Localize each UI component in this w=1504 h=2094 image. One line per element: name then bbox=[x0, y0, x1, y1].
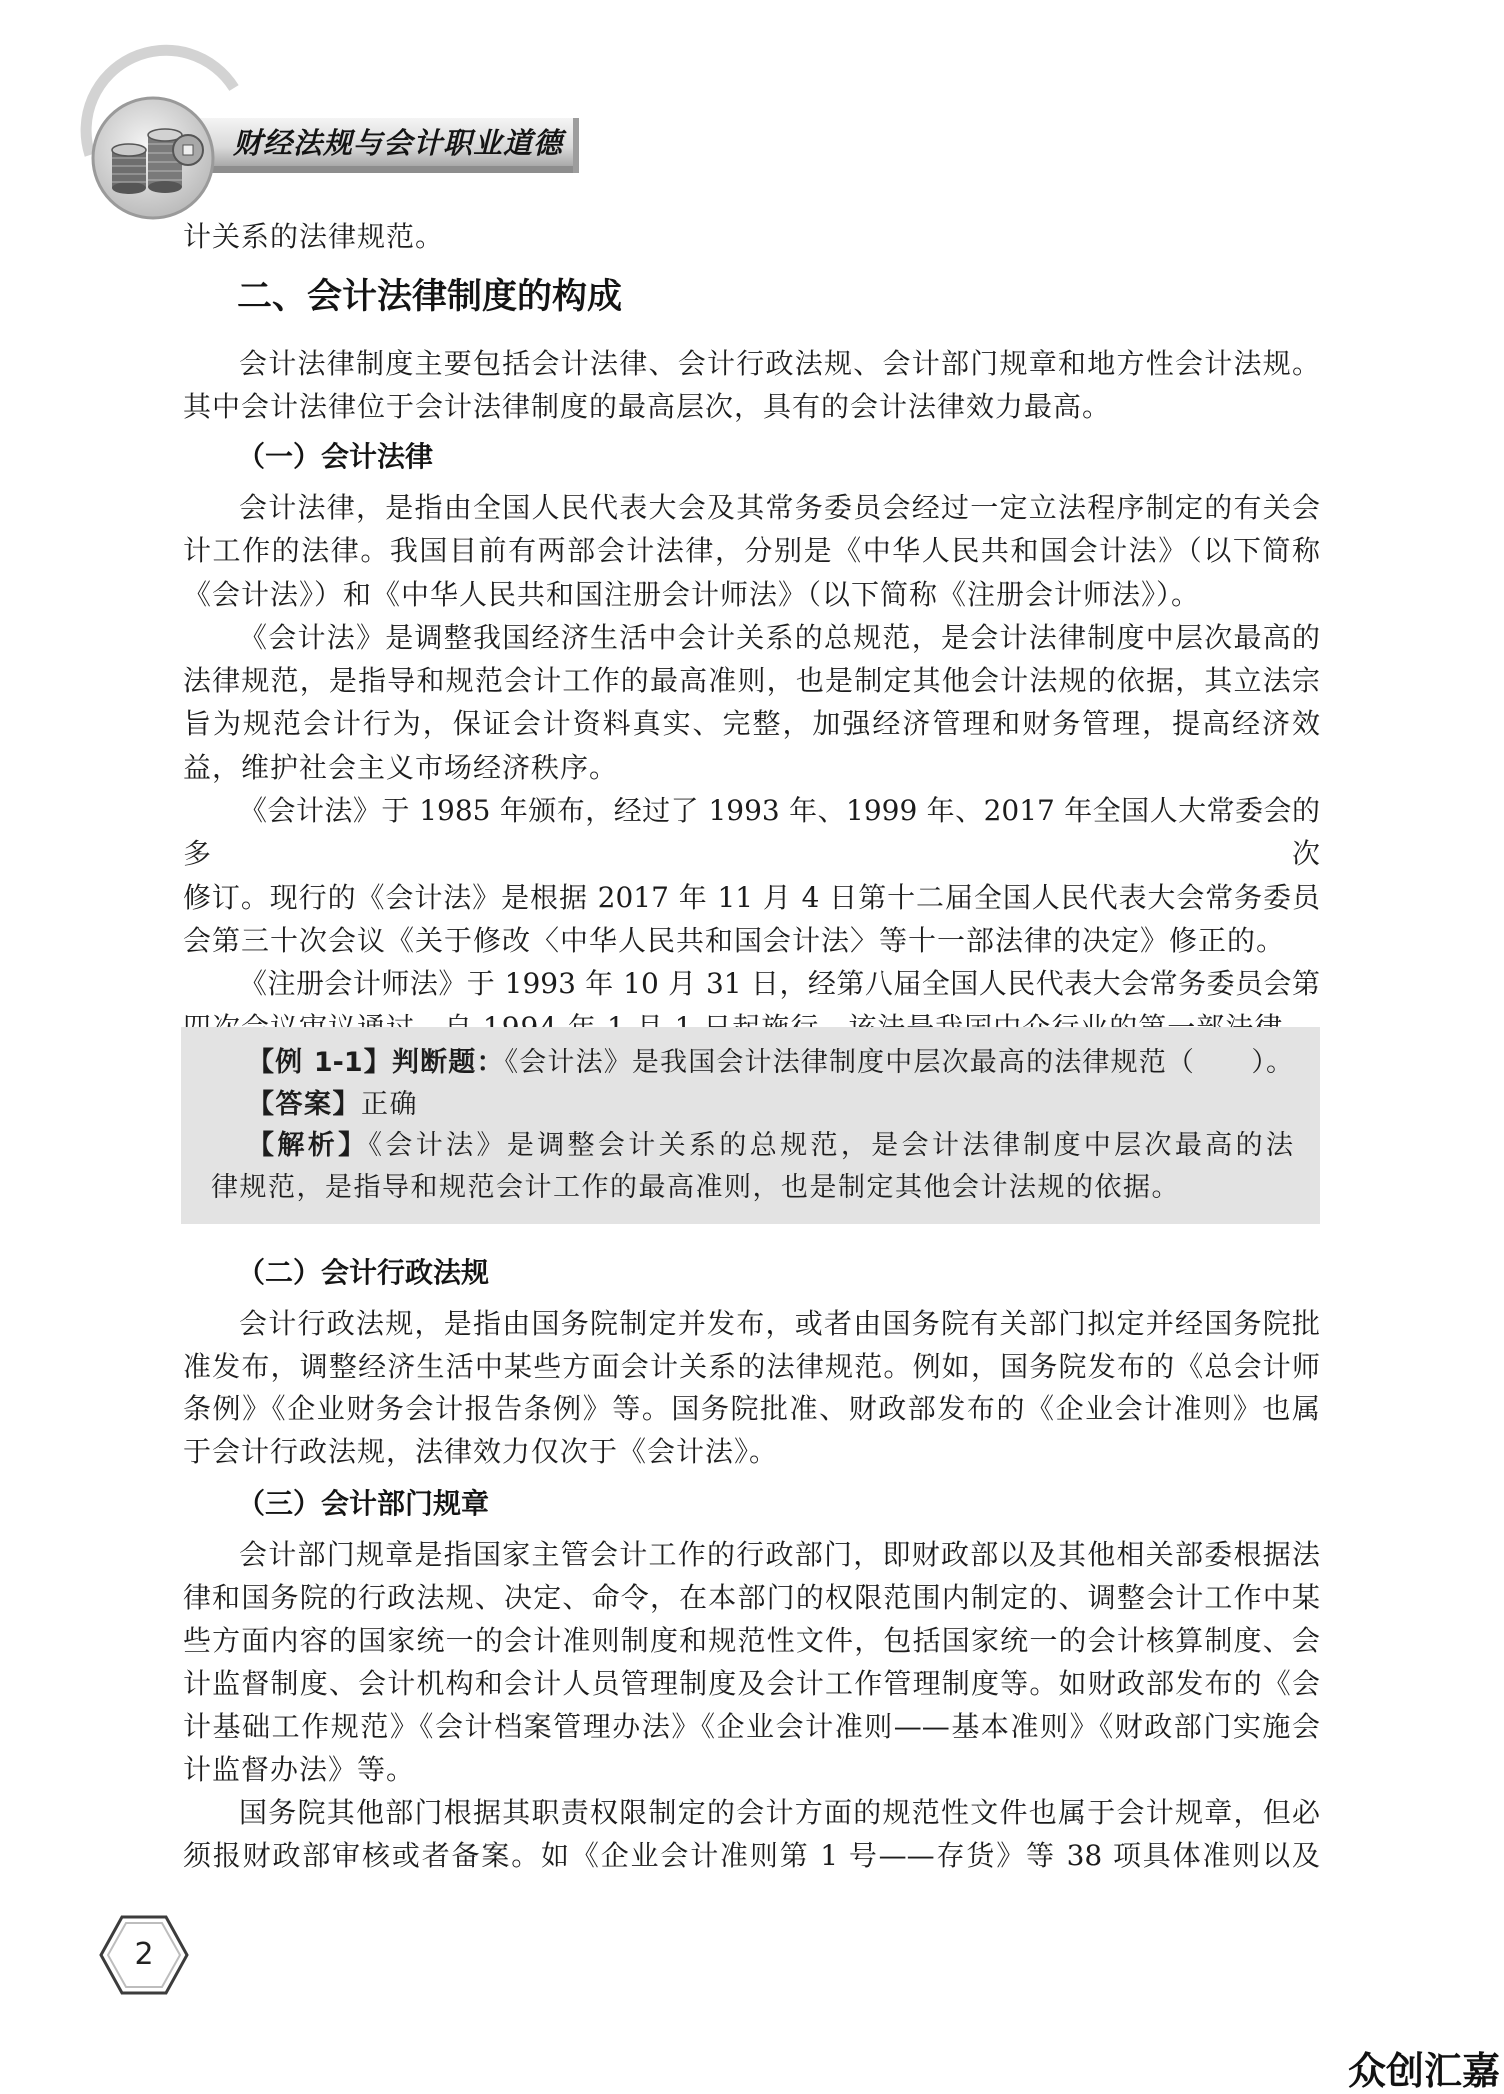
text-line: 《会计法》于 1985 年颁布，经过了 1993 年、1999 年、2017 年全国人大常委会的多次 bbox=[183, 794, 1320, 871]
text-line: 计关系的法律规范。 bbox=[183, 220, 445, 253]
title-banner-end bbox=[573, 118, 579, 173]
example-answer bbox=[211, 1084, 1293, 1126]
text-line: 会计部门规章是指国家主管会计工作的行政部门，即财政部以及其他相关部委根据法 bbox=[239, 1538, 1320, 1571]
example-analysis-continued: 律规范，是指导和规范会计工作的最高准则，也是制定其他会计法规的依据。 bbox=[211, 1172, 1180, 1204]
text-line: 律和国务院的行政法规、决定、命令，在本部门的权限范围内制定的、调整会计工作中某 bbox=[183, 1581, 1320, 1614]
part1-body bbox=[183, 486, 1320, 1049]
watermark: 众创汇嘉 bbox=[1347, 2049, 1500, 2093]
text-line: 计基础工作规范》《会计档案管理办法》《企业会计准则——基本准则》《财政部门实施会 bbox=[183, 1710, 1320, 1743]
text-line: 于会计行政法规，法律效力仅次于《会计法》。 bbox=[183, 1435, 779, 1469]
paragraph bbox=[183, 789, 1320, 962]
paragraph bbox=[183, 486, 1320, 616]
page-number: 2 bbox=[134, 1937, 154, 1972]
paragraph bbox=[183, 616, 1320, 789]
analysis-text: 《会计法》是调整会计关系的总规范，是会计法律制度中层次最高的法 bbox=[368, 1130, 1294, 1162]
text-line: 计监督制度、会计机构和会计人员管理制度及会计工作管理制度等。如财政部发布的《会 bbox=[183, 1667, 1320, 1700]
text-line: 《会计法》）和《中华人民共和国注册会计师法》（以下简称《注册会计师法》）。 bbox=[183, 577, 1201, 611]
example-content bbox=[211, 1042, 1293, 1209]
part3-body bbox=[183, 1533, 1320, 1877]
subsection-heading-1: （一）会计法律 bbox=[237, 440, 434, 473]
text-line: 条例》《企业财务会计报告条例》等。国务院批准、财政部发布的《企业会计准则》也属 bbox=[183, 1392, 1320, 1426]
intro-paragraph bbox=[183, 342, 1320, 429]
text-line: 修订。现行的《会计法》是根据 2017 年 11 月 4 日第十二届全国人民代表大会常务委员 bbox=[183, 880, 1320, 914]
text-line: 须报财政部审核或者备案。如《企业会计准则第 1 号——存货》等 38 项具体准则以及 bbox=[183, 1839, 1320, 1872]
text-line: 《会计法》是调整我国经济生活中会计关系的总规范，是会计法律制度中层次最高的 bbox=[239, 620, 1320, 654]
text-line: 法律规范，是指导和规范会计工作的最高准则，也是制定其他会计法规的依据，其立法宗 bbox=[183, 664, 1320, 698]
part2-body bbox=[183, 1303, 1320, 1474]
example-question bbox=[211, 1042, 1293, 1084]
text-line: 旨为规范会计行为，保证会计资料真实、完整，加强经济管理和财务管理，提高经济效 bbox=[183, 707, 1320, 741]
paragraph bbox=[183, 1791, 1320, 1877]
text-line: 计监督办法》等。 bbox=[183, 1753, 416, 1786]
continuation-text bbox=[183, 215, 1320, 258]
text-line: 会计法律制度主要包括会计法律、会计行政法规、会计部门规章和地方性会计法规。 bbox=[239, 347, 1320, 380]
analysis-label: 【解析】 bbox=[247, 1130, 369, 1162]
text-line: 国务院其他部门根据其职责权限制定的会计方面的规范性文件也属于会计规章，但必 bbox=[239, 1796, 1320, 1829]
example-box bbox=[181, 1027, 1320, 1224]
header-decoration bbox=[0, 0, 620, 230]
text-line: 会计行政法规，是指由国务院制定并发布，或者由国务院有关部门拟定并经国务院批 bbox=[239, 1307, 1320, 1340]
text-line: 些方面内容的国家统一的会计准则制度和规范性文件，包括国家统一的会计核算制度、会 bbox=[183, 1624, 1320, 1657]
text-line: 《注册会计师法》于 1993 年 10 月 31 日，经第八届全国人民代表大会常务委员会第 bbox=[239, 967, 1320, 1001]
paragraph bbox=[183, 1303, 1320, 1474]
answer-label: 【答案】 bbox=[247, 1088, 361, 1120]
question-type: 判断题： bbox=[391, 1047, 505, 1078]
book-title: 财经法规与会计职业道德 bbox=[233, 126, 564, 160]
text-line: 计工作的法律。我国目前有两部会计法律，分别是《中华人民共和国会计法》（以下简称 bbox=[183, 534, 1320, 568]
example-label: 【例 1-1】 bbox=[247, 1047, 392, 1078]
text-line: 益，维护社会主义市场经济秩序。 bbox=[183, 750, 619, 784]
example-analysis bbox=[211, 1125, 1293, 1167]
title-banner-shadow bbox=[192, 166, 579, 173]
section-heading: 二、会计法律制度的构成 bbox=[237, 277, 623, 317]
text-line: 其中会计法律位于会计法律制度的最高层次，具有的会计法律效力最高。 bbox=[183, 390, 1112, 424]
question-text: 《会计法》是我国会计法律制度中层次最高的法律规范（ ）。 bbox=[504, 1047, 1294, 1078]
text-line: 准发布，调整经济生活中某些方面会计关系的法律规范。例如，国务院发布的《总会计师 bbox=[183, 1349, 1320, 1383]
text-line: 会第三十次会议《关于修改〈中华人民共和国会计法〉等十一部法律的决定》修正的。 bbox=[183, 923, 1286, 957]
text-line: 会计法律，是指由全国人民代表大会及其常务委员会经过一定立法程序制定的有关会 bbox=[239, 491, 1320, 524]
subsection-heading-3: （三）会计部门规章 bbox=[237, 1487, 490, 1520]
answer-text: 正确 bbox=[361, 1088, 418, 1120]
subsection-heading-2: （二）会计行政法规 bbox=[237, 1256, 490, 1289]
paragraph bbox=[183, 1533, 1320, 1791]
